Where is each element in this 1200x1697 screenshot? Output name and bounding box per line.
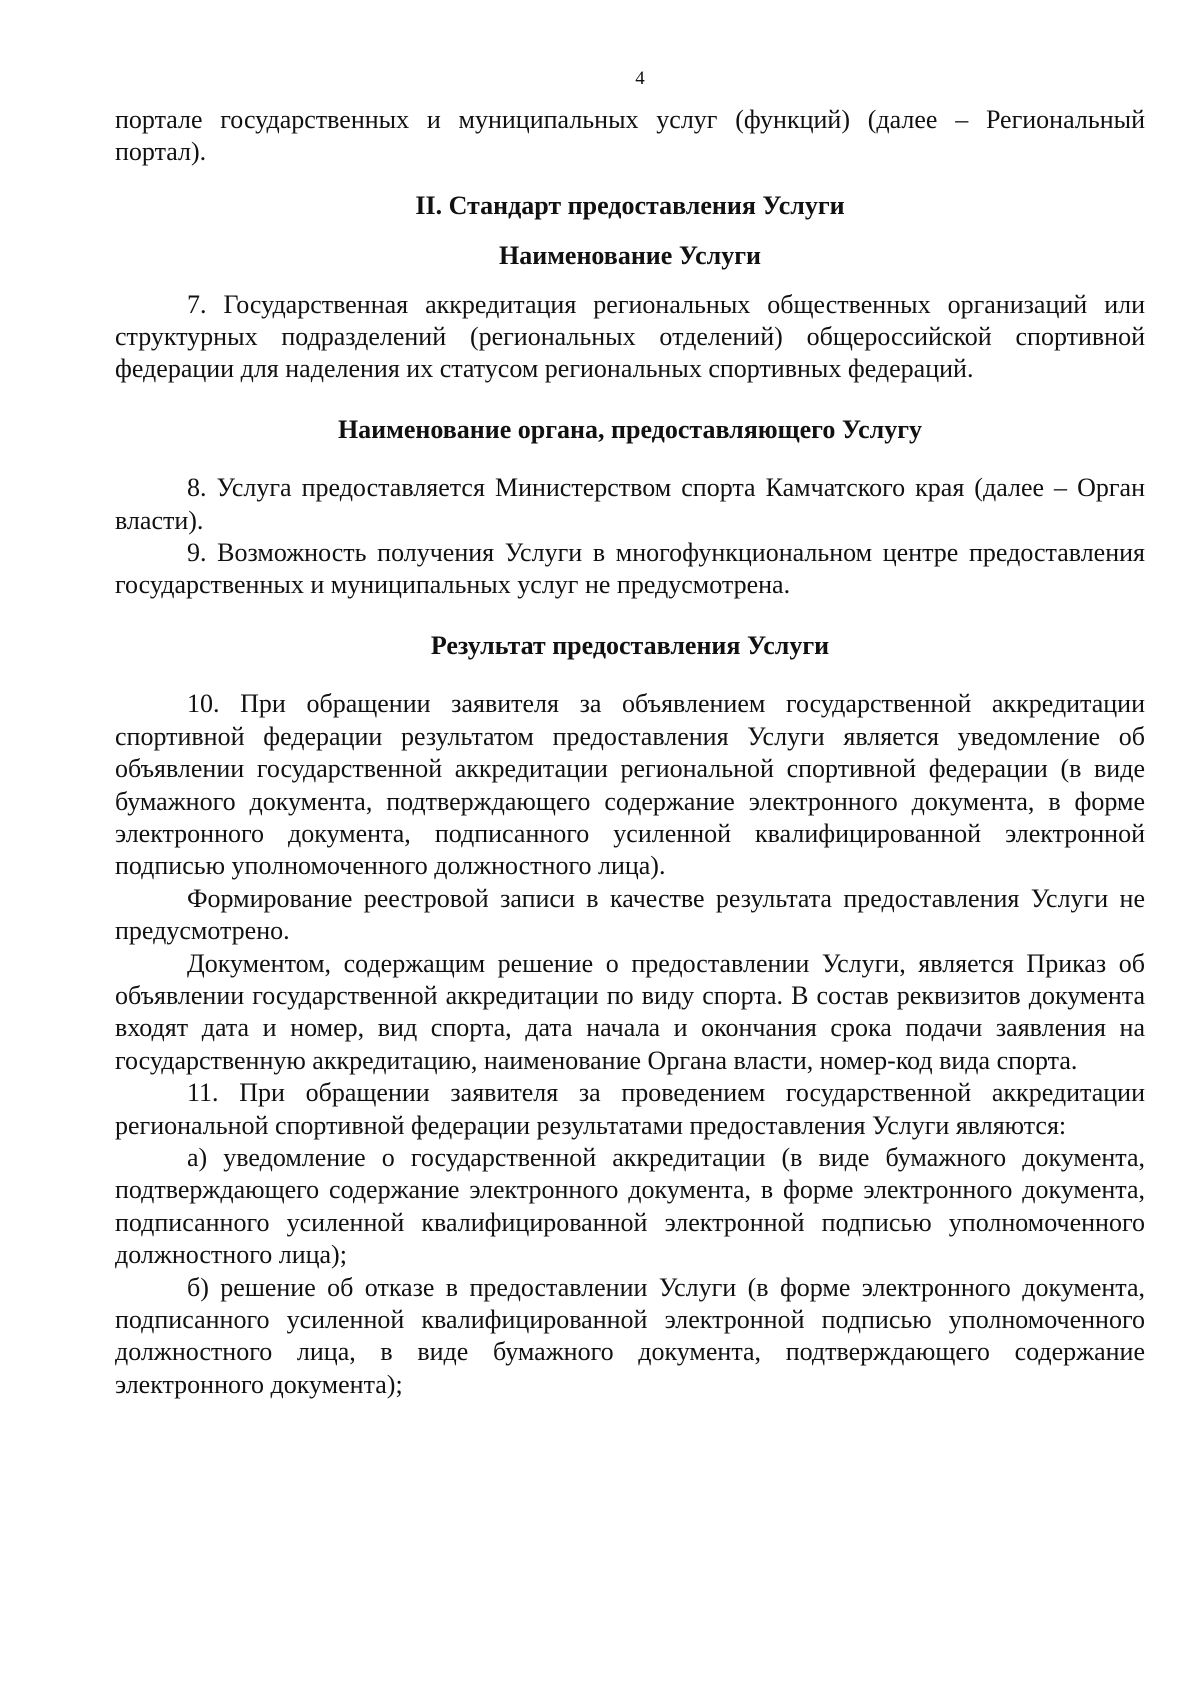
page-number: 4 — [635, 68, 645, 89]
intro-paragraph: портале государственных и муниципальных услуг (функций) (далее – Региональный портал). — [115, 105, 1145, 167]
heading-service-name: Наименование Услуги — [498, 241, 762, 271]
section-title: II. Стандарт предоставления Услуги — [415, 190, 845, 220]
paragraph-10: 10. При обращении заявителя за объявлением государственной аккредитации спортивной федерации результатом предоставления Услуги является уведомление об объявлении государственной аккредитации региональной спортивной федерации (в виде бумажного документа, подтверждающего содержание электронного документа, в форме электронного документа, подписанного усиленной квалифицированной электронной подписью уполномоченного должностного лица). — [115, 689, 1145, 881]
paragraph-11: 11. При обращении заявителя за проведением государственной аккредитации региональной спортивной федерации результатами предоставления Услуги являются: — [115, 1078, 1145, 1140]
paragraph-8: 8. Услуга предоставляется Министерством спорта Камчатского края (далее – Орган власти). — [115, 473, 1145, 535]
document-page — [115, 68, 1145, 1401]
heading-service-result: Результат предоставления Услуги — [430, 630, 830, 660]
paragraph-7: 7. Государственная аккредитация региональных общественных организаций или структурных подразделений (региональных отделений) общероссийской спортивной федерации для наделения их статусом региональных спортивных федераций. — [115, 289, 1145, 384]
paragraph-9: 9. Возможность получения Услуги в многофункциональном центре предоставления государственных и муниципальных услуг не предусмотрена. — [115, 538, 1145, 600]
paragraph-11-b: б) решение об отказе в предоставлении Услуги (в форме электронного документа, подписанного усиленной квалифицированной электронной подписью уполномоченного должностного лица, в виде бумажного документа, подтверждающего содержание электронного документа); — [115, 1272, 1145, 1399]
paragraph-10-document: Документом, содержащим решение о предоставлении Услуги, является Приказ об объявлении государственной аккредитации по виду спорта. В состав реквизитов документа входят дата и номер, вид спорта, дата начала и окончания срока подачи заявления на государственную аккредитацию, наименование Органа власти, номер-код вида спорта. — [115, 948, 1145, 1075]
paragraph-11-a: а) уведомление о государственной аккредитации (в виде бумажного документа, подтверждающего содержание электронного документа, в форме электронного документа, подписанного усиленной квалифицированной электронной подписью уполномоченного должностного лица); — [115, 1142, 1145, 1270]
heading-service-organ: Наименование органа, предоставляющего Услугу — [337, 414, 923, 444]
paragraph-10-registry: Формирование реестровой записи в качестве результата предоставления Услуги не предусмотрено. — [115, 883, 1145, 946]
